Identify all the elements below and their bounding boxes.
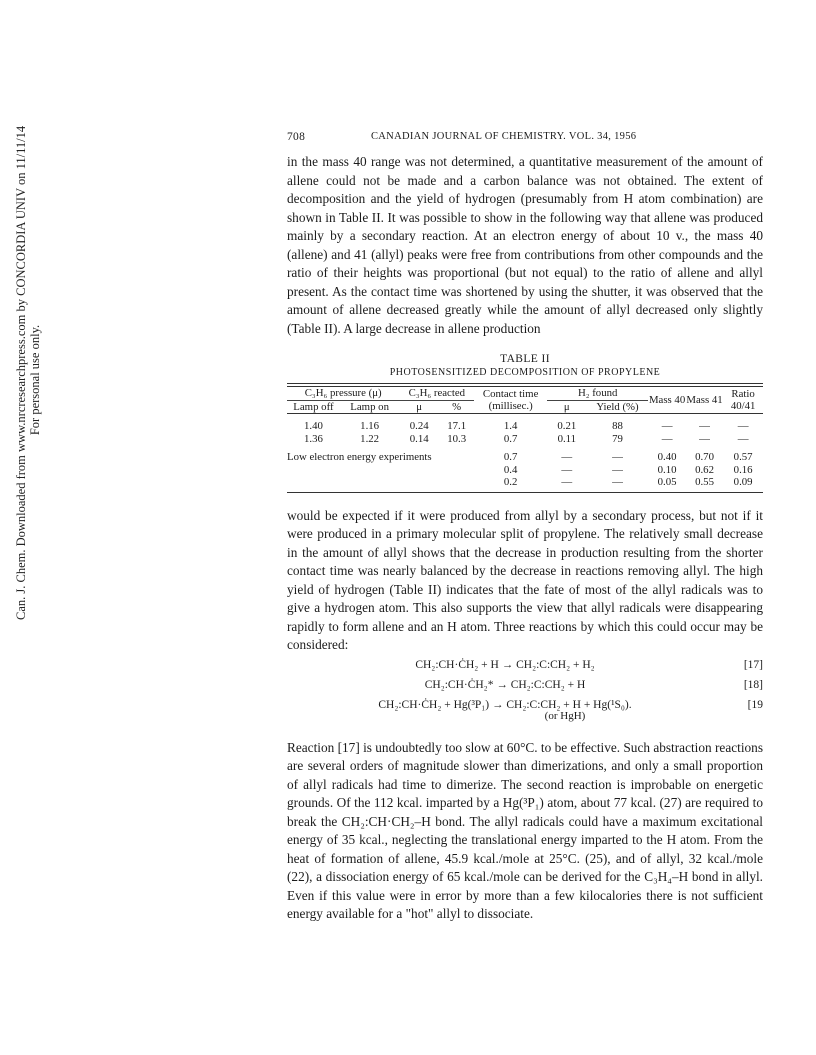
cell: 0.16 (733, 463, 753, 476)
cell: 0.10 (657, 463, 677, 476)
header-contact: Contact time (millisec.) (482, 387, 539, 412)
reaction-number: [17] (743, 658, 763, 671)
cell: 0.09 (733, 476, 753, 488)
reaction-note: (or HgH) (544, 709, 586, 722)
cell: 0.11 (557, 432, 577, 445)
low-energy-label: Low electron energy experiments (287, 451, 432, 463)
cell: 1.16 (360, 420, 380, 432)
table-title: TABLE II (500, 353, 550, 365)
cell: 1.22 (360, 432, 380, 445)
reaction-equation: CH₂:CH·ĊH₂* → CH₂:C:CH₂ + H (424, 678, 586, 691)
cell: 0.40 (657, 451, 677, 463)
cell: 0.57 (733, 451, 753, 463)
cell: 0.21 (557, 420, 577, 432)
page-content (287, 131, 763, 924)
cell: 17.1 (447, 420, 467, 432)
reaction-19 (287, 699, 763, 731)
paragraph-1: in the mass 40 range was not determined, a quantitative measurement of the amount of allene could not be made and a carbon balance was not obtained. The extent of decomposition and the yield of hydrogen (presumably from H atom combination) are shown in Table II. It was possible to show in the following way that allene was produced mainly by a secondary reaction. At an electron energy of about 10 v., the mass 40 (allene) and 41 (allyl) peaks were free from contributions from other compounds and the ratio of their heights was proportional (but not equal) to the ratio of allene and allyl present. As the contact time was shortened by using the shutter, it was observed that the amount of allene decreased greatly while the amount of allyl decreased only slightly (Table II). A large decrease in allene production (287, 154, 763, 336)
cell: 0.4 (503, 463, 518, 476)
header-mass41: Mass 41 (686, 393, 723, 406)
data-table (287, 387, 763, 489)
paragraph-3: Reaction [17] is undoubtedly too slow at 60°C. to be effective. Such abstraction reactions are several orders of magnitude slower than dimerizations, and only a small proportion of allyl radicals had time to dimerize. The second reaction is improbable on energetic grounds. Of the 112 kcal. imparted by a Hg(³P₁) atom, about 77 kcal. (27) are required to break the CH₂:CH·CH₂–H bond. The allyl radicals could have a maximum excitational energy of 35 kcal., neglecting the translational energy imparted to the H atom. From the heat of formation of allene, 45.9 kcal./mole at 25°C. (25), and of allyl, 32 kcal./mole (22), a dissociation energy of 65 kcal./mole can be derived for the C₃H₄–H bond in allyl. Even if this value were in error by more than a few kilocalories there is not sufficient energy available for a "hot" allyl to dissociate. (287, 739, 763, 921)
cell: — (561, 476, 573, 488)
header-yield: Yield (%) (596, 400, 639, 413)
journal-title: CANADIAN JOURNAL OF CHEMISTRY. VOL. 34, 1956 (371, 131, 637, 142)
header-lamp-off: Lamp off (293, 400, 334, 413)
header-lamp-on: Lamp on (350, 400, 389, 413)
download-watermark (6, 125, 46, 620)
table-row (287, 451, 763, 464)
cell: 0.14 (409, 432, 429, 445)
cell: 0.7 (503, 432, 518, 445)
cell: 1.36 (303, 432, 323, 445)
cell: — (661, 432, 673, 445)
table-row (287, 476, 763, 489)
header-mass40: Mass 40 (648, 393, 686, 406)
cell: — (612, 451, 623, 463)
cell: — (561, 451, 573, 463)
header-pressure: C₃H₆ pressure (μ) (287, 387, 399, 400)
header-percent: % (452, 400, 462, 413)
cell: 10.3 (447, 432, 467, 445)
cell: 79 (612, 432, 623, 445)
cell: — (699, 432, 710, 445)
cell: — (737, 420, 749, 432)
running-head (287, 131, 763, 143)
reaction-number: [18] (743, 678, 763, 691)
header-mu: μ (416, 400, 423, 413)
cell: — (699, 420, 710, 432)
header-h2: H₂ found (547, 387, 648, 400)
reaction-18 (287, 679, 763, 699)
reaction-equation: CH₂:CH·ĊH₂ + H → CH₂:C:CH₂ + H₂ (415, 658, 595, 671)
cell: 1.4 (503, 420, 518, 432)
cell: 88 (612, 420, 623, 432)
table-row (287, 433, 763, 446)
reaction-equation: CH₂:CH·ĊH₂ + Hg(³P₁) → CH₂:C:CH₂ + H + Hg(¹S₀). (378, 698, 632, 711)
cell: 0.7 (503, 451, 518, 463)
page-number: 708 (287, 131, 306, 143)
cell: — (561, 463, 573, 476)
personal-use-line: For personal use only. (28, 324, 42, 436)
download-line: Can. J. Chem. Downloaded from www.nrcresearchpress.com by CONCORDIA UNIV on 11/11/14 (14, 125, 28, 620)
cell: 0.05 (657, 476, 677, 488)
header-ratio: Ratio 40/41 (730, 387, 756, 412)
cell: 0.62 (695, 463, 714, 476)
table-row (287, 420, 763, 433)
reaction-number: [19 (747, 698, 763, 711)
cell: 0.24 (409, 420, 429, 432)
paragraph-2: would be expected if it were produced from allyl by a secondary process, but not if it were produced in a primary molecular split of propylene. The relatively small decrease in the amount of allyl shows that the decrease in production resulting from the shorter contact time was nearly balanced by the decrease in reactions removing allyl. The high yield of hydrogen (Table II) indicates that the fate of most of the allyl radicals was to give a hydrogen atom. This also supports the view that allyl radicals were disappearing rapidly to form allene and an H atom. Three reactions by which this could occur may be considered: (287, 507, 763, 652)
reaction-17 (287, 659, 763, 679)
table-ii (287, 352, 763, 493)
cell: 1.40 (303, 420, 323, 432)
header-reacted: C₃H₆ reacted (399, 387, 474, 400)
cell: — (737, 432, 749, 445)
cell: 0.2 (503, 476, 518, 488)
cell: — (612, 476, 623, 488)
cell: — (661, 420, 673, 432)
cell: — (612, 463, 623, 476)
table-caption: PHOTOSENSITIZED DECOMPOSITION OF PROPYLENE (389, 367, 661, 378)
cell: 0.55 (695, 476, 714, 488)
table-row (287, 464, 763, 477)
reaction-list (287, 659, 763, 731)
header-h2-mu: μ (563, 400, 570, 413)
cell: 0.70 (695, 451, 714, 463)
